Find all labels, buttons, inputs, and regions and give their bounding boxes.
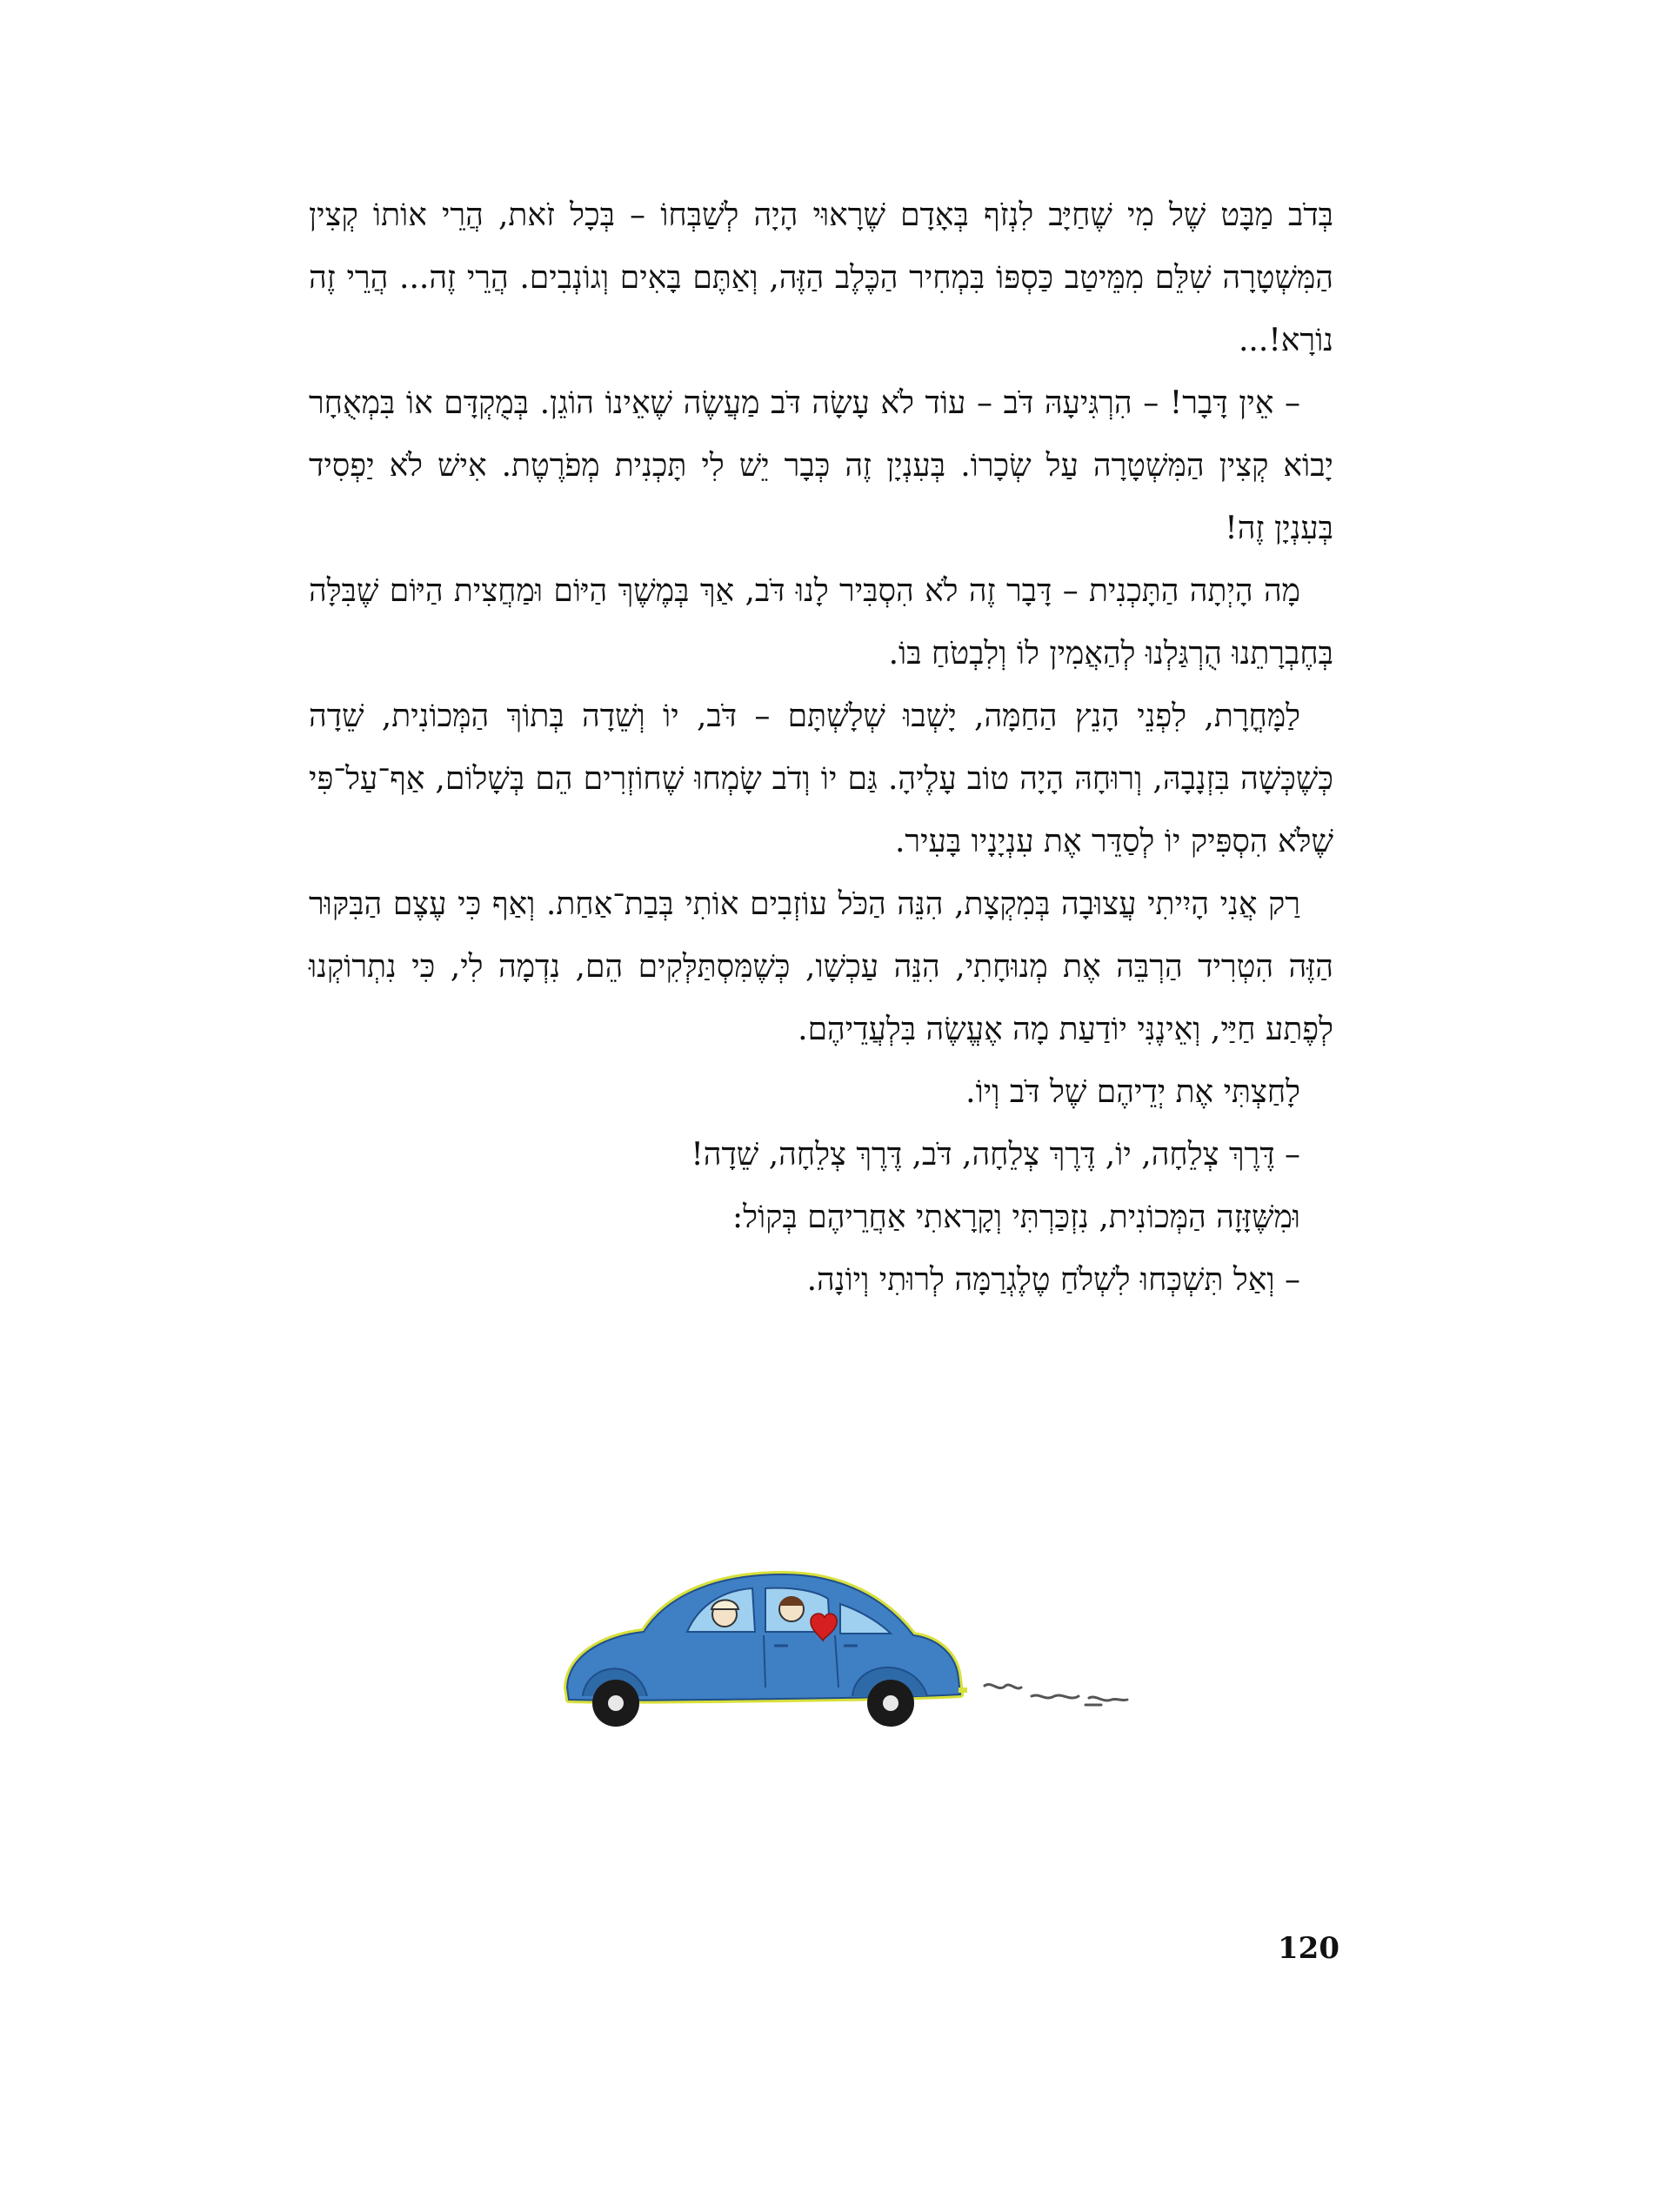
page-number: 120 <box>1278 1931 1339 1966</box>
short-line: – דֶּרֶךְ צְלֵחָה, יוֹ, דֶּרֶךְ צְלֵחָה, דֹּב, דֶּרֶךְ צְלֵחָה, שֵׁדָה! <box>691 1137 1300 1173</box>
car-hubcap <box>883 1695 898 1711</box>
paragraph: בְּדֹב מַבָּט שֶׁל מִי שֶׁחַיָּב לִנְזֹף בְּאָדָם שֶׁרָאוּי הָיָה לְשַׁבְּחוֹ – בְּכָל זֹאת, הֲרֵי אוֹתוֹ קְצִין הַמִּשְׁטָרָה שִׁלֵּם מִמֵּיטַב כַּסְפּוֹ בִּמְחִיר הַכֶּלֶב הַזֶּה, וְאַתֶּם בָּאִים וְגוֹנְבִים. הֲרֵי זֶה... הֲרֵי זֶה נוֹרָא!... <box>309 197 1333 358</box>
paragraph: לַמָּחֳרָת, לִפְנֵי הָנֵץ הַחַמָּה, יָשְׁבוּ שְׁלָשְׁתָּם – דֹּב, יוֹ וְשֵׁדָה בְּתוֹךְ הַמְּכוֹנִית, שֵׁדָה כְּשֶׁכְּשָׁה בִּזְנָבָהּ, וְרוּחָהּ הָיָה טוֹב עָלֶיהָ. גַּם יוֹ וְדֹב שָׂמְחוּ שֶׁחוֹזְרִים הֵם בְּשָׁלוֹם, אַף־עַל־פִּי שֶׁלֹּא הִסְפִּיק יוֹ לְסַדֵּר אֶת עִנְיָנָיו בָּעִיר. <box>309 698 1333 859</box>
paragraph: מָה הָיְתָה הַתָּכְנִית – דָּבָר זֶה לֹא הִסְבִּיר לָנוּ דֹּב, אַךְ בְּמֶשֶׁךְ הַיּוֹם וּמַחֲצִית הַיּוֹם שֶׁבִּלָּה בְּחֶבְרָתֵנוּ הֻרְגַּלְנוּ לְהַאֲמִין לוֹ וְלִבְטֹחַ בּוֹ. <box>309 573 1333 672</box>
short-line: לָחַצְתִּי אֶת יְדֵיהֶם שֶׁל דֹּב וְיוֹ. <box>965 1074 1300 1110</box>
paragraph: רַק אֲנִי הָיִיתִי עֲצוּבָה בְּמִקְצָת, הִנֵּה הַכֹּל עוֹזְבִים אוֹתִי בְּבַת־אַחַת. וְאַף כִּי עֶצֶם הַבִּקּוּר הַזֶּה הִטְרִיד הַרְבֵּה אֶת מְנוּחָתִי, הִנֵּה עַכְשָׁו, כְּשֶׁמִּסְתַּלְּקִים הֵם, נִדְמָה לִי, כִּי נִתְרוֹקְנוּ לְפֶתַע חַיַּי, וְאֵינֶנִּי יוֹדַעַת מָה אֶעֱשֶׂה בִּלְעֲדֵיהֶם. <box>309 886 1333 1047</box>
short-line: – וְאַל תִּשְׁכְּחוּ לִשְׁלֹחַ טֶלֶגְרַמָּה לְרוּתִי וְיוֹנָה. <box>806 1262 1300 1298</box>
exhaust-smoke <box>1032 1695 1079 1698</box>
exhaust-smoke <box>1089 1697 1127 1701</box>
car-illustration <box>557 1548 1131 1748</box>
car-hubcap <box>608 1695 624 1711</box>
car-exhaust-pipe <box>959 1687 967 1693</box>
short-line: וּמִשֶּׁזָּזָה הַמְּכוֹנִית, נִזְכַּרְתִּי וְקָרָאתִי אַחֲרֵיהֶם בְּקוֹל: <box>731 1200 1300 1235</box>
paragraph: – אֵין דָּבָר! – הִרְגִּיעָהּ דֹּב – עוֹד לֹא עָשָׂה דֹּב מַעֲשֶׂה שֶׁאֵינוֹ הוֹגֵן. בְּמֻקְדָּם אוֹ בִּמְאֻחָר יָבוֹא קְצִין הַמִּשְׁטָרָה עַל שְׂכָרוֹ. בְּעִנְיָן זֶה כְּבָר יֵשׁ לִי תָּכְנִית מְפֹרֶטֶת. אִישׁ לֹא יַפְסִיד בְּעִנְיָן זֶה! <box>309 385 1333 546</box>
exhaust-smoke <box>985 1684 1021 1688</box>
body-text <box>309 184 1333 1312</box>
